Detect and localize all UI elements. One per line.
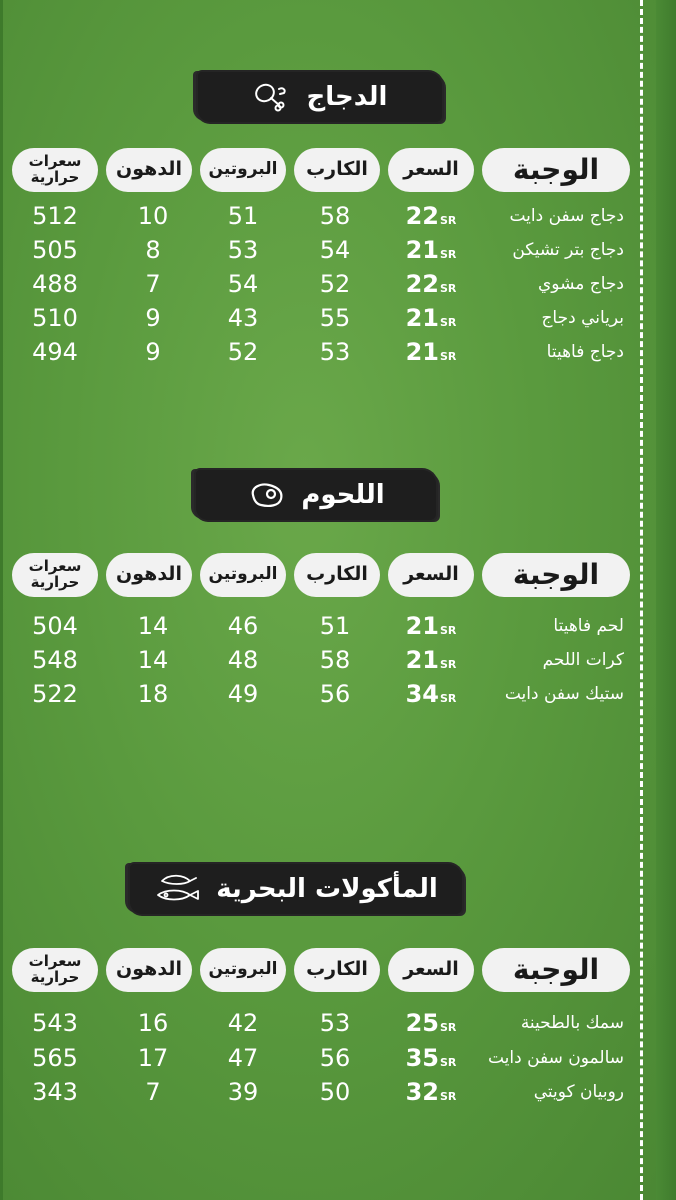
table-row: [0, 335, 640, 369]
header-calories-line1: سعرات: [28, 152, 82, 171]
cell-carb: 53: [319, 1009, 351, 1037]
header-calories: [12, 553, 98, 597]
cell-price: [386, 677, 476, 711]
cell-protein: 52: [227, 338, 259, 366]
cell-fat: 7: [145, 1078, 161, 1106]
header-price: السعر: [388, 948, 474, 992]
section-title: اللحوم: [301, 480, 385, 510]
cell-calories: 504: [32, 612, 78, 640]
cell-carb: 50: [319, 1078, 351, 1106]
section-banner: [130, 864, 462, 914]
cell-protein: 54: [227, 270, 259, 298]
cell-fat: 18: [137, 680, 169, 708]
cell-meal-name: دجاج فاهيتا: [546, 342, 624, 362]
price-value: 21: [405, 304, 439, 332]
cell-fat: 16: [137, 1009, 169, 1037]
right-border: [656, 0, 676, 1200]
chicken-leg-icon: [253, 81, 293, 113]
cell-meal-name: كرات اللحم: [542, 650, 624, 670]
cell-calories: 494: [32, 338, 78, 366]
cell-fat: 10: [137, 202, 169, 230]
currency: SR: [440, 350, 457, 363]
cell-price: [386, 199, 476, 233]
price-value: 32: [405, 1078, 439, 1106]
table-row: [0, 1006, 640, 1040]
cell-fat: 9: [145, 338, 161, 366]
cell-meal-name: برياني دجاج: [541, 308, 624, 328]
header-fat: الدهون: [106, 553, 192, 597]
cell-carb: 56: [319, 1044, 351, 1072]
section-title: الدجاج: [306, 82, 388, 112]
cell-meal-name: سمك بالطحينة: [520, 1013, 624, 1033]
header-fat: الدهون: [106, 948, 192, 992]
cell-fat: 9: [145, 304, 161, 332]
table-row: [0, 233, 640, 267]
cell-price: [386, 1075, 476, 1109]
cell-protein: 53: [227, 236, 259, 264]
cell-meal-name: ستيك سفن دايت: [504, 684, 624, 704]
currency: SR: [440, 214, 457, 227]
cell-calories: 505: [32, 236, 78, 264]
currency: SR: [440, 248, 457, 261]
table-row: [0, 1075, 640, 1109]
price-value: 21: [405, 612, 439, 640]
section-banner: [196, 470, 436, 520]
section-banner: [198, 72, 442, 122]
header-calories-line1: سعرات: [28, 557, 82, 576]
cell-meal-name: روبيان كويتي: [533, 1082, 624, 1102]
cell-price: [386, 643, 476, 677]
table-row: [0, 677, 640, 711]
cell-fat: 17: [137, 1044, 169, 1072]
cell-protein: 39: [227, 1078, 259, 1106]
cell-calories: 522: [32, 680, 78, 708]
cell-fat: 14: [137, 646, 169, 674]
currency: SR: [440, 282, 457, 295]
cell-meal-name: دجاج بتر تشيكن: [512, 240, 624, 260]
cell-price: [386, 609, 476, 643]
seafood-icon: [154, 871, 202, 907]
price-value: 22: [405, 202, 439, 230]
cell-price: [386, 1041, 476, 1075]
cell-fat: 8: [145, 236, 161, 264]
header-calories-line2: حرارية: [30, 168, 80, 186]
cell-meal-name: سالمون سفن دايت: [487, 1048, 624, 1068]
cell-carb: 58: [319, 202, 351, 230]
cell-calories: 512: [32, 202, 78, 230]
table-row: [0, 609, 640, 643]
dashed-divider: [640, 0, 643, 1200]
header-meal: الوجبة: [482, 148, 630, 192]
header-calories-line2: حرارية: [30, 573, 80, 591]
table-row: [0, 199, 640, 233]
header-fat: الدهون: [106, 148, 192, 192]
header-carb: الكارب: [294, 948, 380, 992]
cell-calories: 343: [32, 1078, 78, 1106]
cell-price: [386, 335, 476, 369]
cell-price: [386, 267, 476, 301]
cell-carb: 53: [319, 338, 351, 366]
cell-meal-name: دجاج سفن دايت: [509, 206, 624, 226]
cell-calories: 543: [32, 1009, 78, 1037]
price-value: 21: [405, 236, 439, 264]
table-row: [0, 1041, 640, 1075]
price-value: 21: [405, 338, 439, 366]
price-value: 34: [405, 680, 439, 708]
cell-protein: 51: [227, 202, 259, 230]
cell-carb: 58: [319, 646, 351, 674]
cell-carb: 52: [319, 270, 351, 298]
table-row: [0, 301, 640, 335]
currency: SR: [440, 1056, 457, 1069]
price-value: 21: [405, 646, 439, 674]
header-carb: الكارب: [294, 148, 380, 192]
header-carb: الكارب: [294, 553, 380, 597]
cell-carb: 54: [319, 236, 351, 264]
cell-calories: 565: [32, 1044, 78, 1072]
cell-carb: 56: [319, 680, 351, 708]
header-price: السعر: [388, 148, 474, 192]
cell-carb: 51: [319, 612, 351, 640]
cell-calories: 548: [32, 646, 78, 674]
table-row: [0, 267, 640, 301]
cell-calories: 510: [32, 304, 78, 332]
header-calories: [12, 948, 98, 992]
currency: SR: [440, 1090, 457, 1103]
header-protein: البروتين: [200, 948, 286, 992]
cell-protein: 42: [227, 1009, 259, 1037]
cell-price: [386, 301, 476, 335]
cell-protein: 49: [227, 680, 259, 708]
currency: SR: [440, 1021, 457, 1034]
cell-protein: 46: [227, 612, 259, 640]
cell-price: [386, 1006, 476, 1040]
currency: SR: [440, 692, 457, 705]
cell-price: [386, 233, 476, 267]
header-meal: الوجبة: [482, 553, 630, 597]
header-protein: البروتين: [200, 553, 286, 597]
currency: SR: [440, 624, 457, 637]
header-price: السعر: [388, 553, 474, 597]
header-protein: البروتين: [200, 148, 286, 192]
header-calories-line2: حرارية: [30, 968, 80, 986]
table-row: [0, 643, 640, 677]
cell-protein: 47: [227, 1044, 259, 1072]
section-title: المأكولات البحرية: [216, 874, 438, 904]
price-value: 35: [405, 1044, 439, 1072]
cell-meal-name: لحم فاهيتا: [553, 616, 624, 636]
steak-icon: [247, 479, 287, 511]
price-value: 22: [405, 270, 439, 298]
cell-fat: 7: [145, 270, 161, 298]
cell-protein: 48: [227, 646, 259, 674]
header-meal: الوجبة: [482, 948, 630, 992]
currency: SR: [440, 658, 457, 671]
price-value: 25: [405, 1009, 439, 1037]
cell-carb: 55: [319, 304, 351, 332]
cell-calories: 488: [32, 270, 78, 298]
cell-meal-name: دجاج مشوي: [538, 274, 624, 294]
cell-fat: 14: [137, 612, 169, 640]
currency: SR: [440, 316, 457, 329]
header-calories-line1: سعرات: [28, 952, 82, 971]
cell-protein: 43: [227, 304, 259, 332]
header-calories: [12, 148, 98, 192]
